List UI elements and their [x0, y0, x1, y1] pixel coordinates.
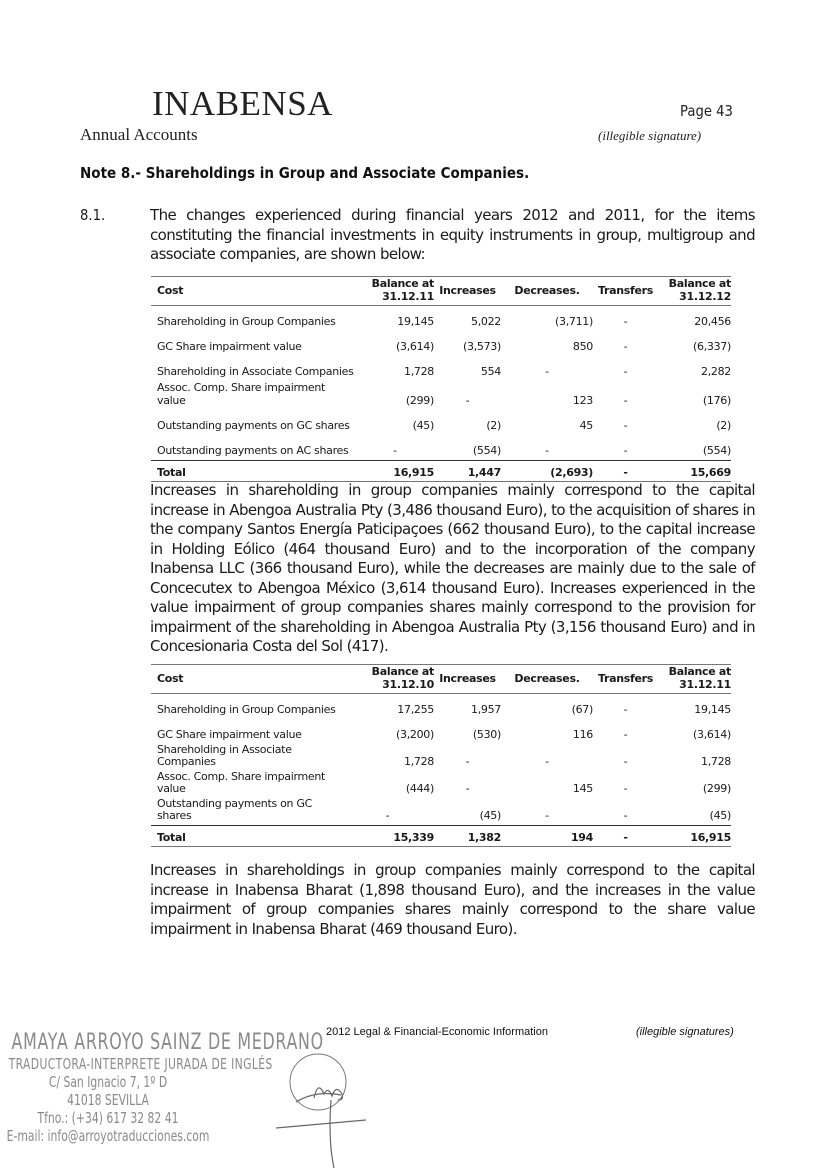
cell-value: (45)	[479, 809, 501, 822]
cell-value: (530)	[472, 728, 501, 741]
row-label: Outstanding payments on GC shares	[157, 797, 313, 822]
cell-value: 116	[572, 728, 593, 741]
cell-value: (554)	[702, 444, 731, 457]
stamp-email: E-mail: info@arroyotraducciones.com	[6, 1127, 210, 1145]
cell-value: 17,255	[397, 703, 434, 716]
cell-value: -	[623, 782, 628, 795]
cell-value: (3,614)	[396, 340, 434, 353]
cell-value: (67)	[571, 703, 593, 716]
col-header-closing: Balance at 31.12.12	[668, 277, 731, 303]
row-label: Shareholding in Associate Companies	[157, 365, 354, 378]
table-row	[151, 331, 731, 356]
col-header-decreases: Decreases.	[514, 671, 580, 685]
cell-value: 2,282	[701, 365, 731, 378]
table-row	[151, 410, 731, 435]
row-label: Shareholding in Group Companies	[157, 315, 336, 328]
document-subtitle: Annual Accounts	[80, 125, 198, 144]
table-2011	[151, 664, 731, 847]
cell-value: -	[623, 419, 628, 432]
col-header-cost: Cost	[157, 283, 184, 297]
cell-value: 20,456	[694, 315, 731, 328]
footer-publication: 2012 Legal & Financial-Economic Information	[326, 1026, 548, 1038]
total-value: 194	[570, 831, 593, 844]
col-header-opening: Balance at 31.12.10	[371, 665, 434, 691]
cell-value: -	[623, 444, 628, 457]
row-label: GC Share impairment value	[157, 340, 302, 353]
cell-value: (2)	[716, 419, 731, 432]
cell-value: 19,145	[694, 703, 731, 716]
total-value: 1,382	[467, 831, 501, 844]
cell-value: (2)	[486, 419, 501, 432]
note-title: Note 8.- Shareholdings in Group and Associate Companies.	[80, 164, 530, 182]
cell-value: 1,728	[701, 755, 731, 768]
cell-value: -	[545, 755, 549, 768]
cell-value: -	[623, 755, 628, 768]
page-number: Page 43	[680, 102, 733, 120]
cell-value: (3,614)	[693, 728, 731, 741]
cell-value: (45)	[412, 419, 434, 432]
cell-value: (299)	[702, 782, 731, 795]
table-row	[151, 356, 731, 381]
col-header-transfers: Transfers	[597, 283, 654, 297]
total-row	[151, 826, 731, 847]
total-value: 15,339	[393, 831, 434, 844]
cell-value: -	[623, 809, 628, 822]
cell-value: -	[623, 315, 628, 328]
total-value: 16,915	[393, 466, 434, 479]
table-row	[151, 694, 731, 720]
row-label: Assoc. Comp. Share impairment value	[157, 770, 326, 795]
paragraph-2012: Increases in shareholding in group companies mainly correspond to the capital increase in Abengoa Australia Pty (3,486 thousand Euro), to the acquisition of shares in the company Santos Energía Paticipaçoes (662 thousand Euro), to the capital increase in Holding Eólico (464 thousand Euro) and to the incorporation of the company Inabensa LLC (366 thousand Euro), while the decreases are mainly due to the sale of Concecutex to Abengoa México (3,614 thousand Euro). Increases experienced in the value impairment of group companies shares mainly correspond to the provision for impairment of the shareholding in Abengoa Australia Pty (3,156 thousand Euro) and in Concesionaria Costa del Sol (417).	[150, 481, 755, 655]
col-header-cost: Cost	[157, 671, 184, 685]
total-value: -	[623, 831, 628, 844]
table-row	[151, 435, 731, 461]
cell-value: -	[545, 809, 549, 822]
table-row	[151, 306, 731, 332]
header-signature-note: (illegible signature)	[598, 128, 702, 143]
cell-value: -	[545, 365, 549, 378]
row-label: Assoc. Comp. Share impairment value	[157, 381, 326, 407]
col-header-closing: Balance at 31.12.11	[668, 665, 731, 691]
table-row	[151, 744, 731, 771]
cell-value: 45	[579, 419, 593, 432]
col-header-increases: Increases	[439, 671, 496, 685]
company-logo: INABENSA	[152, 84, 333, 123]
total-row	[151, 461, 731, 482]
cell-value: -	[465, 394, 470, 407]
section-number: 8.1.	[80, 206, 106, 224]
col-header-opening: Balance at 31.12.11	[371, 277, 434, 303]
col-header-transfers: Transfers	[597, 671, 654, 685]
table-row	[151, 381, 731, 410]
stamp-title: TRADUCTORA-INTERPRETE JURADA DE INGLÉS	[8, 1055, 273, 1073]
table-2012	[151, 276, 731, 482]
cell-value: (6,337)	[693, 340, 731, 353]
cell-value: (3,200)	[396, 728, 434, 741]
total-value: 1,447	[467, 466, 501, 479]
translator-stamp	[0, 1030, 324, 1145]
col-header-increases: Increases	[439, 283, 496, 297]
total-label: Total	[157, 831, 186, 844]
intro-paragraph: The changes experienced during financial years 2012 and 2011, for the items constituting the financial investments in equity instruments in group, multigroup and associate companies, are shown below:	[150, 206, 755, 263]
cell-value: 850	[572, 340, 593, 353]
total-value: -	[623, 466, 628, 479]
cell-value: (299)	[405, 394, 434, 407]
row-label: Outstanding payments on GC shares	[157, 419, 350, 432]
table-header-row	[151, 277, 731, 306]
col-header-decreases: Decreases.	[514, 283, 580, 297]
table-row	[151, 719, 731, 744]
total-label: Total	[157, 466, 186, 479]
total-value: 16,915	[690, 831, 731, 844]
cell-value: (554)	[472, 444, 501, 457]
footer-signature-note: (illegible signatures)	[636, 1026, 734, 1038]
row-label: Shareholding in Group Companies	[157, 703, 336, 716]
stamp-phone: Tfno.: (+34) 617 32 82 41	[37, 1109, 179, 1127]
total-value: (2,693)	[550, 466, 593, 479]
table-row	[151, 798, 731, 826]
row-label: GC Share impairment value	[157, 728, 302, 741]
stamp-city: 41018 SEVILLA	[67, 1091, 149, 1109]
cell-value: 145	[572, 782, 593, 795]
cell-value: 1,957	[471, 703, 501, 716]
cell-value: 1,728	[404, 755, 434, 768]
cell-value: (3,573)	[463, 340, 501, 353]
cell-value: 123	[572, 394, 593, 407]
cell-value: -	[545, 444, 549, 457]
cell-value: (45)	[709, 809, 731, 822]
stamp-address: C/ San Ignacio 7, 1º D	[48, 1073, 168, 1091]
cell-value: -	[623, 728, 628, 741]
cell-value: -	[465, 782, 470, 795]
cell-value: -	[623, 394, 628, 407]
cell-value: -	[623, 365, 628, 378]
cell-value: 1,728	[404, 365, 434, 378]
handwritten-signature-icon	[256, 1050, 376, 1170]
table-row	[151, 771, 731, 798]
cell-value: (444)	[405, 782, 434, 795]
cell-value: -	[385, 809, 390, 822]
cell-value: (176)	[702, 394, 731, 407]
cell-value: -	[465, 755, 470, 768]
paragraph-2011: Increases in shareholdings in group companies mainly correspond to the capital increase in Inabensa Bharat (1,898 thousand Euro), and the increases in the value impairment of group companies shares mainly correspond to the share value impairment in Inabensa Bharat (469 thousand Euro).	[150, 861, 755, 938]
cell-value: 19,145	[397, 315, 434, 328]
row-label: Outstanding payments on AC shares	[157, 444, 349, 457]
row-label: Shareholding in Associate Companies	[157, 743, 292, 768]
cell-value: -	[623, 703, 628, 716]
cell-value: -	[623, 340, 628, 353]
table-header-row	[151, 665, 731, 694]
stamp-name: AMAYA ARROYO SAINZ DE MEDRANO	[11, 1030, 324, 1055]
cell-value: -	[393, 444, 397, 457]
cell-value: 554	[480, 365, 501, 378]
total-value: 15,669	[690, 466, 731, 479]
cell-value: (3,711)	[555, 315, 593, 328]
cell-value: 5,022	[471, 315, 501, 328]
